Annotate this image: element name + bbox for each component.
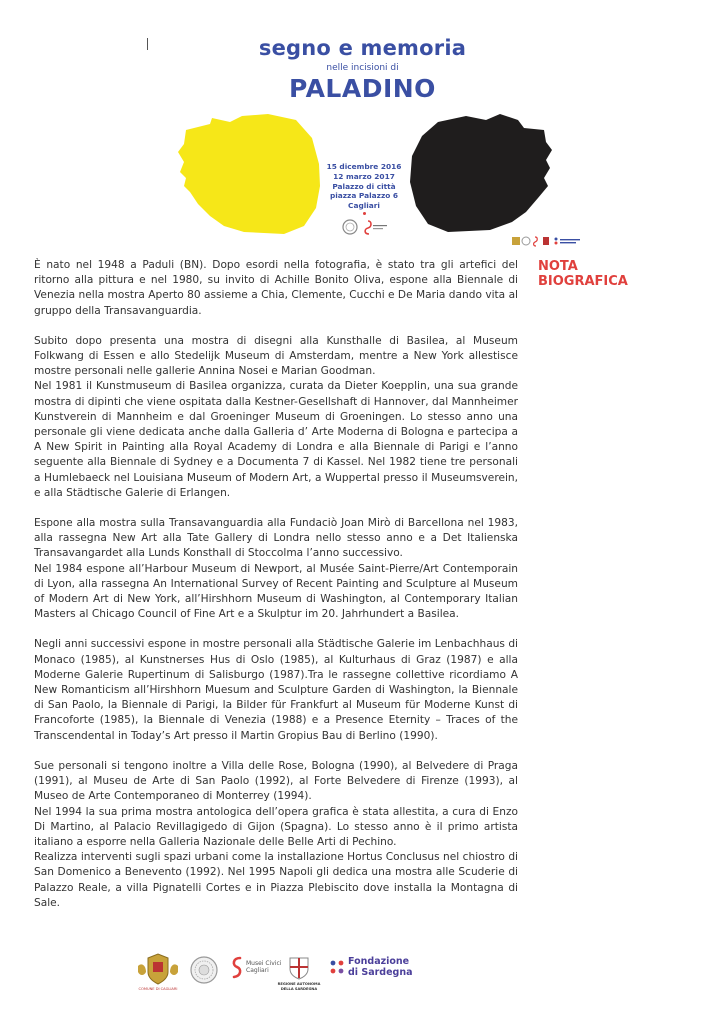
seal-icon xyxy=(190,956,218,984)
regione-label-line-1: REGIONE AUTONOMA xyxy=(277,982,321,986)
event-address: piazza Palazzo 6 xyxy=(329,191,399,201)
comune-label: COMUNE DI CAGLIARI xyxy=(138,987,178,991)
musei-civici-logo xyxy=(230,956,244,980)
regione-label xyxy=(274,982,324,991)
exhibition-subtitle: nelle incisioni di xyxy=(326,63,399,73)
fondazione-dots-logo xyxy=(328,958,346,976)
event-city: Cagliari xyxy=(348,201,380,211)
paragraph: Sue personali si tengono inoltre a Villa delle Rose, Bologna (1990), al Belvedere di Praga (1991), al Museu de Arte di San Paolo (1992), al Forte Belvedere di Firenze (1993), al Museo de Arte Contemporaneo di Monterrey (1994). Nel 1994 la sua prima mostra antologica dell’opera grafica è stata allestita, a cura di Enzo Di Martino, al Palacio Revillagigedo di Gijon (Spagna). Lo stesso anno è il primo artista italiano a esporre nella Galleria Nazionale delle Belle Arti di Pechino. Realizza interventi sugli spazi urbani come la installazione Hortus Conclusus nel chiostro di San Domenico a Benevento (1992). Nel 1995 Napoli gli dedica una mostra alle Scuderie di Palazzo Reale, a villa Pignatelli Cortes e in Piazza Plebiscito dove installa la Montagna di Sale. xyxy=(34,759,518,909)
section-heading xyxy=(538,259,628,289)
fondazione-label-line-2: di Sardegna xyxy=(348,967,413,978)
event-date-start: 15 dicembre 2016 xyxy=(326,162,402,171)
paragraph: Espone alla mostra sulla Transavanguardia alla Fundaciò Joan Mirò di Barcellona nel 1983, alla rassegna New Art alla Tate Gallery di Londra nello stesso anno e a Det Italienska Transavangardet alla Lunds Konsthall di Stoccolma l’anno successivo. Nel 1984 espone all’Harbour Museum di Newport, al Musée Saint-Pierre/Art Contemporain di Lyon, alla rassegna An International Survey of Recent Painting and Sculpture al Museum of Modern Art di New York, all’Hirshhorn Museum di Washington, al Contemporary Italian Masters al Chicago Council of Fine Art e a Skulptur im 20. Jahrhundert a Basilea. xyxy=(34,517,518,621)
exhibition-title: segno e memoria xyxy=(258,36,467,60)
paragraph: Negli anni successivi espone in mostre personali alla Städtische Galerie im Lenbachhaus di Monaco (1985), al Kunstnerses Hus di Oslo (1985), al Kulturhaus di Graz (1987) e alla Moderne Galerie Rupertinum di Salisburgo (1987).Tra le rassegne collettive ricordiamo A New Romanticism all’Hirshhorn Muesum and Sculpture Garden di Washington, la Biennale di San Paolo, la Biennale di Parigi, la Bilder für Frankfurt al Museum für Moderne Kunst di Francoforte (1985), la Biennale di Venezia (1988) e a Presence Eternity – Traces of the Transcendental in Today’s Art presso il Martin Gropius Bau di Berlino (1990). xyxy=(34,638,518,742)
regione-crest-icon xyxy=(288,956,310,980)
regione-label-line-2: DELLA SARDEGNA xyxy=(280,986,318,991)
biography-text xyxy=(34,258,518,926)
event-logos xyxy=(342,218,390,236)
partner-logos-small xyxy=(510,234,582,248)
crest-icon xyxy=(134,952,182,986)
paragraph: È nato nel 1948 a Paduli (BN). Dopo esordi nella fotografia, è stato tra gli artefici del ritorno alla pittura e nel 1980, su invito di Achille Bonito Oliva, espone alla Biennale di Venezia nella mostra Aperto 80 assieme a Chia, Clemente, Cucchi e De Maria dando vita al gruppo della Transavanguardia. xyxy=(34,259,518,317)
yellow-head-illustration xyxy=(172,112,324,236)
section-heading-line-2: BIOGRAFICA xyxy=(538,274,628,289)
black-head-illustration xyxy=(408,112,558,236)
musei-label-line-2: Cagliari xyxy=(246,967,269,974)
dot-icon xyxy=(363,212,366,215)
fondazione-label-line-1: Fondazione xyxy=(348,956,410,967)
event-info xyxy=(318,162,410,215)
paragraph: Subito dopo presenta una mostra di disegni alla Kunsthalle di Basilea, al Museum Folkwang di Essen e allo Stedelijk Museum di Amsterdam, mentre a New York allestisce mostre personali nelle gallerie Annina Nosei e Marian Goodman. Nel 1981 il Kunstmuseum di Basilea organizza, curata da Dieter Koepplin, una sua grande mostra di dipinti che viene ospitata dalla Kestner-Gesellshaft di Hannover, dal Mannheimer Kunstverein di Mannheim e dal Groeninger Museum di Groeningen. Lo stesso anno una personale gli viene dedicata anche dalla Galleria d’ Arte Moderna di Bologna e partecipa a A New Spirit in Painting alla Royal Academy di Londra e alla Biennale di Parigi e l’anno seguente alla Biennale di Sydney e a Documenta 7 di Kassel. Nel 1982 tiene tre personali a Humlebaeck nel Louisiana Museum of Modern Art, a Wuppertal presso il Museumsverein, e alla Städtische Galerie di Erlangen. xyxy=(34,334,518,499)
footer-logos xyxy=(134,950,414,1002)
artist-name: PALADINO xyxy=(289,74,436,103)
musei-civici-label xyxy=(246,960,281,974)
fondazione-label xyxy=(348,956,413,978)
musei-label-line-1: Musei Civici xyxy=(246,960,282,967)
section-heading-line-1: NOTA xyxy=(538,259,578,274)
event-date-end: 12 marzo 2017 xyxy=(333,171,395,181)
event-venue: Palazzo di città xyxy=(332,181,396,191)
